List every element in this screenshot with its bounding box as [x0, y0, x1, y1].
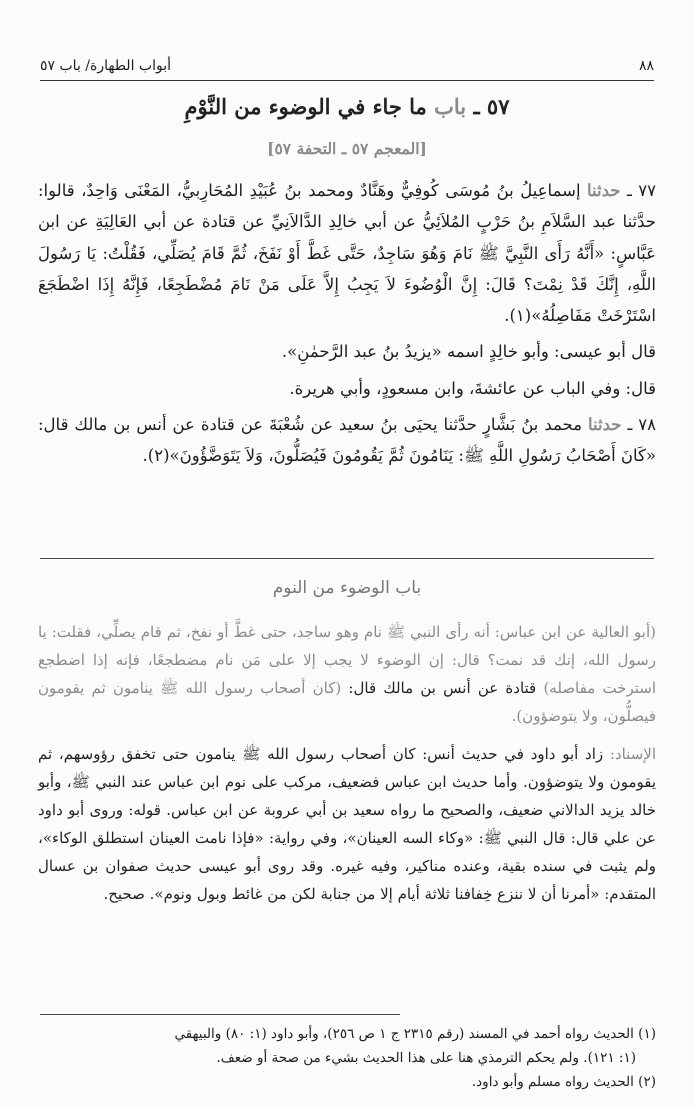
commentary-paragraph-2 [38, 740, 656, 908]
main-text [38, 175, 656, 472]
chapter-title [40, 94, 654, 119]
hadith-keyword: حدثنا [587, 181, 621, 200]
abu-isa-note: قال أبو عيسى: وأبو خالِدٍ اسمه «يزيدُ بنُ عبد الرَّحمٰنِ». [281, 342, 656, 362]
running-head [40, 50, 654, 74]
commentary-title: باب الوضوء من النوم [272, 578, 422, 598]
hadith-77 [38, 175, 656, 331]
commentary-text [38, 618, 656, 908]
chapter-number: ٥٧ ـ [473, 94, 510, 119]
chapter-bab-word: باب [434, 94, 467, 119]
chapter-reference: [المعجم ٥٧ ـ التحفة ٥٧] [267, 139, 427, 158]
chapter-title-text: ما جاء في الوضوء من النَّوْمِ [184, 94, 427, 119]
footnote-2: (٢) الحديث رواه مسلم وأبو داود. [471, 1074, 656, 1090]
footnotes [38, 1022, 656, 1094]
hadith-text: إسماعِيلُ بنُ مُوسَى كُوفِيٌّ وهَنَّادٌ ومحمد بنُ عُبَيْدِ المُحَارِبيُّ، المَعْنَى وَاحِدٌ، قالوا: حدَّثنا عبد السَّلاَمِ بنُ حَرْبٍ المُلاَئِيُّ عن أبي خالِدِ الدَّالاَنِيِّ عن قتادة عن أبي العَالِيَةِ عن ابن عَبَّاسٍ: «أَنَّهُ رَأَى النَّبِيَّ ﷺ نَامَ وَهُوَ سَاجِدٌ، حَتَّى غَطَّ أَوْ نَفَخَ، ثُمَّ قَامَ يُصَلِّي، فَقُلْتُ: يَا رَسُولَ اللَّهِ، إِنَّكَ قَدْ نِمْتَ؟ قَالَ: إِنَّ الْوُضُوءَ لاَ يَجِبُ إِلاَّ عَلَى مَنْ نَامَ مُضْطَجِعًا، فَإِنَّهُ إِذَا اضْطَجَعَ اسْتَرْخَتْ مَفَاصِلُهُ»(١). [38, 181, 656, 326]
footnote-1-line-1: (١) الحديث رواه أحمد في المسند (رقم ٢٣١٥ ج ١ ص ٢٥٦)، وأبو داود (١: ٨٠) والبيهقي [174, 1026, 656, 1042]
hadith-keyword: حدثنا [588, 415, 622, 435]
quoted-hadith-a: (أبو العالية عن ابن عباس: أنه رأى النبي ﷺ نام وهو ساجد، حتى غطَّ أو نفخ، ثم قام يصلِّي، فقلت: يا رسول الله، إنك قد نمت؟ قال: إن الوضوء لا يجب إلا على مَن نام مضطجعًا، فإنه إذا اضطجع استرخت مفاصله) [38, 623, 656, 697]
hadith-78 [38, 409, 656, 472]
quoted-hadith-b: (كان أصحاب رسول الله ﷺ ينامون ثم يقومون فيصلُّون، ولا يتوضؤون). [38, 679, 656, 725]
hadith-number: ٧٨ ـ [627, 415, 656, 435]
bab-note: قال: وفي الباب عن عائشةَ، وابن مسعودٍ، وأبي هريرة. [289, 378, 656, 398]
commentary-paragraph-1 [38, 618, 656, 730]
footnote-divider [40, 1014, 400, 1015]
commentary-divider [40, 558, 654, 559]
hadith-text: محمد بنُ بَشَّارٍ حدَّثنا يحيَى بنُ سعيد عن شُعْبَةَ عن قتادة عن أنس بن مالك قال: «كَانَ أَصْحَابُ رَسُولِ اللَّهِ ﷺ: يَنَامُونَ ثُمَّ يَقُومُونَ فَيُصَلُّونَ، وَلاَ يَتَوَضَّؤُونَ»(٢). [38, 415, 656, 466]
header-divider [40, 80, 654, 81]
narration-chain: قتادة عن أنس بن مالك قال: [341, 679, 544, 697]
page-number: ٨٨ [638, 58, 654, 74]
section-title: أبواب الطهارة/ باب ٥٧ [40, 58, 171, 74]
isnad-label: الإسناد: [609, 745, 656, 763]
hadith-number: ٧٧ ـ [626, 181, 657, 200]
isnad-text: زاد أبو داود في حديث أنس: كان أصحاب رسول الله ﷺ ينامون حتى تخفق رؤوسهم، ثم يقومون ولا يتوضؤون. وأما حديث ابن عباس فضعيف، مركب على نوم ابن عباس عند النبي ﷺ، وأبو خالد يزيد الدالاني ضعيف، والصحيح ما رواه سعيد بن أبي عروبة عن ابن عباس. قوله: وروى أبو داود عن علي قال: قال النبي ﷺ: «وكاء السه العينان»، وفي رواية: «فإذا نامت العينان استطلق الوكاء»، ولم يثبت في سنده بقية، وعنده مناكير، وفيه غيره. وقد روى أبو عيسى حديث صفوان بن عسال المتقدم: «أمرنا أن لا ننزع خِفافنا ثلاثة أيام إلا من جنابة لكن من غائط وبول ونوم». صحيح. [38, 745, 656, 903]
footnote-1-line-2: (١: ١٢١). ولم يحكم الترمذي هنا على هذا الحديث بشيء من صحة أو ضعف. [216, 1050, 636, 1066]
